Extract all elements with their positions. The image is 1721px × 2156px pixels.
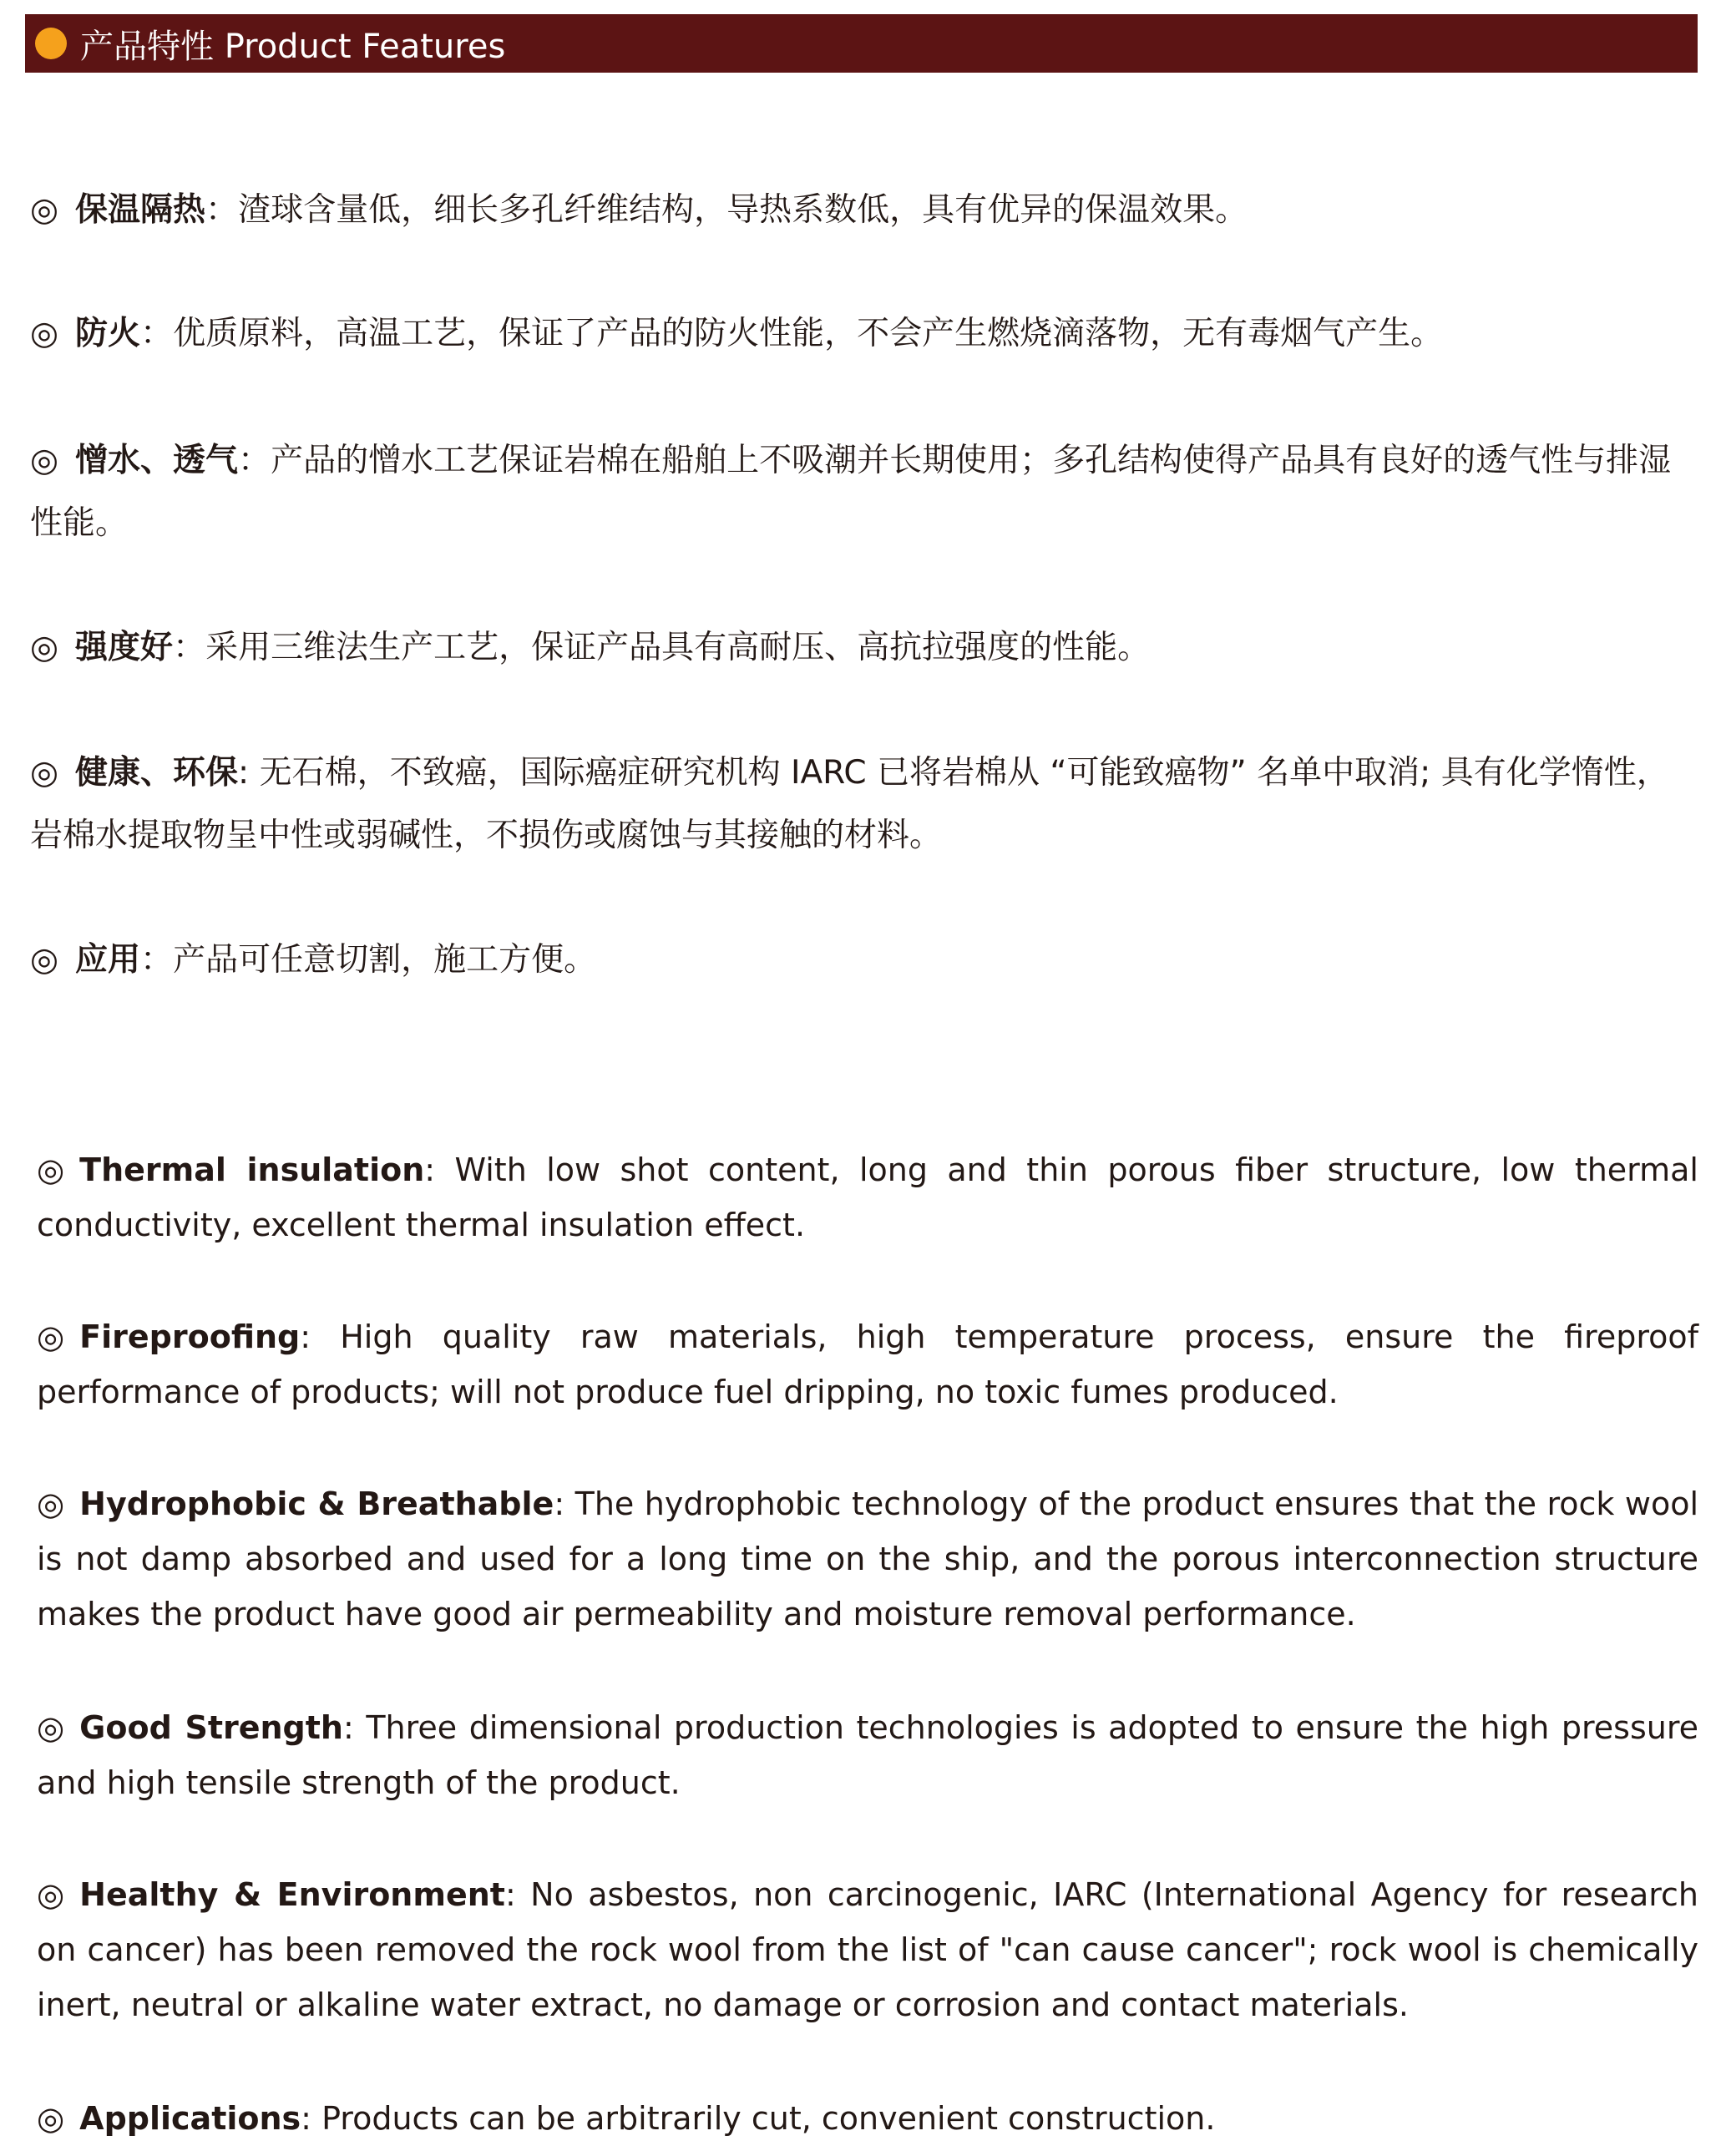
feature-zh-health <box>30 741 1698 867</box>
double-circle-icon: ◎ <box>37 2100 65 2137</box>
feature-text: 优质原料，高温工艺，保证了产品的防火性能，不会产生燃烧滴落物，无有毒烟气产生。 <box>173 315 1444 352</box>
double-circle-icon: ◎ <box>37 1318 65 1355</box>
double-circle-icon: ◎ <box>37 1876 65 1913</box>
double-circle-icon: ◎ <box>30 315 59 352</box>
feature-title: Thermal insulation <box>79 1151 425 1188</box>
feature-title: 憎水、透气 <box>75 442 239 479</box>
feature-en-fireproofing <box>37 1309 1698 1420</box>
feature-title: 强度好 <box>75 629 174 666</box>
feature-text: 渣球含量低，细长多孔纤维结构，导热系数低，具有优异的保温效果。 <box>238 191 1248 229</box>
feature-en-hydrophobic <box>37 1476 1698 1642</box>
feature-text: High quality raw materials, high temperature process, ensure the fireproof performance of products; will not produce fuel dripping, no toxic fumes produced. <box>37 1318 1698 1410</box>
double-circle-icon: ◎ <box>30 941 59 979</box>
double-circle-icon: ◎ <box>30 191 59 229</box>
feature-text: With low shot content, long and thin porous fiber structure, low thermal conductivity, excellent thermal insulation effect. <box>37 1151 1698 1243</box>
feature-separator: : <box>554 1485 575 1522</box>
feature-zh-thermal <box>30 179 1698 241</box>
feature-zh-hydrophobic <box>30 429 1698 554</box>
feature-separator: : <box>300 1318 341 1355</box>
double-circle-icon: ◎ <box>37 1485 65 1522</box>
double-circle-icon: ◎ <box>30 442 59 479</box>
double-circle-icon: ◎ <box>30 754 59 792</box>
double-circle-icon: ◎ <box>30 629 59 666</box>
feature-separator: ： <box>205 191 239 229</box>
feature-separator: : <box>301 2100 322 2137</box>
feature-separator: ： <box>238 442 271 479</box>
feature-separator: : <box>342 1709 367 1746</box>
feature-text: 产品可任意切割，施工方便。 <box>173 941 597 979</box>
feature-text: The hydrophobic technology of the product ensures that the rock wool is not damp absorbed and used for a long time on the ship, and the porous interconnection structure makes the product have good air permeability and moisture removal performance. <box>37 1485 1699 1632</box>
feature-title: 健康、环保 <box>75 754 239 792</box>
feature-separator: ： <box>173 629 206 666</box>
feature-text: 无石棉，不致癌，国际癌症研究机构 IARC 已将岩棉从 “可能致癌物” 名单中取消; 具有化学惰性，岩棉水提取物呈中性或弱碱性，不损伤或腐蚀与其接触的材料。 <box>30 754 1669 854</box>
section-header <box>25 14 1698 73</box>
double-circle-icon: ◎ <box>37 1709 65 1746</box>
feature-title: Good Strength <box>79 1709 343 1746</box>
feature-title: 应用 <box>75 941 141 979</box>
feature-text: Products can be arbitrarily cut, convenient construction. <box>321 2100 1216 2137</box>
feature-separator: : <box>238 754 260 792</box>
feature-text: 采用三维法生产工艺，保证产品具有高耐压、高抗拉强度的性能。 <box>205 629 1151 666</box>
feature-zh-application <box>30 929 1698 991</box>
feature-separator: : <box>504 1876 531 1913</box>
feature-title: Fireproofing <box>79 1318 301 1355</box>
feature-separator: ： <box>140 941 174 979</box>
feature-text: 产品的憎水工艺保证岩棉在船舶上不吸潮并长期使用；多孔结构使得产品具有良好的透气性与排湿性能。 <box>30 442 1672 542</box>
feature-en-thermal <box>37 1142 1698 1253</box>
feature-text: Three dimensional production technologies is adopted to ensure the high pressure and high tensile strength of the product. <box>37 1709 1699 1801</box>
bullet-dot-icon <box>35 28 67 59</box>
feature-title: Healthy & Environment <box>79 1876 505 1913</box>
feature-text: No asbestos, non carcinogenic, IARC (International Agency for research on cancer) has been removed the rock wool from the list of "can cause cancer"; rock wool is chemically inert, neutral or alkaline water extract, no damage or corrosion and contact materials. <box>37 1876 1698 2023</box>
feature-en-strength <box>37 1700 1698 1810</box>
feature-zh-strength <box>30 616 1698 679</box>
feature-separator: ： <box>140 315 174 352</box>
feature-en-applications <box>37 2091 1698 2146</box>
section-title: 产品特性 Product Features <box>80 27 506 66</box>
feature-en-health <box>37 1867 1698 2032</box>
feature-zh-fireproof <box>30 302 1698 365</box>
feature-title: Hydrophobic & Breathable <box>79 1485 554 1522</box>
feature-title: 保温隔热 <box>75 191 206 229</box>
feature-title: 防火 <box>75 315 141 352</box>
double-circle-icon: ◎ <box>37 1151 65 1188</box>
feature-title: Applications <box>79 2100 301 2137</box>
feature-separator: : <box>424 1151 455 1188</box>
